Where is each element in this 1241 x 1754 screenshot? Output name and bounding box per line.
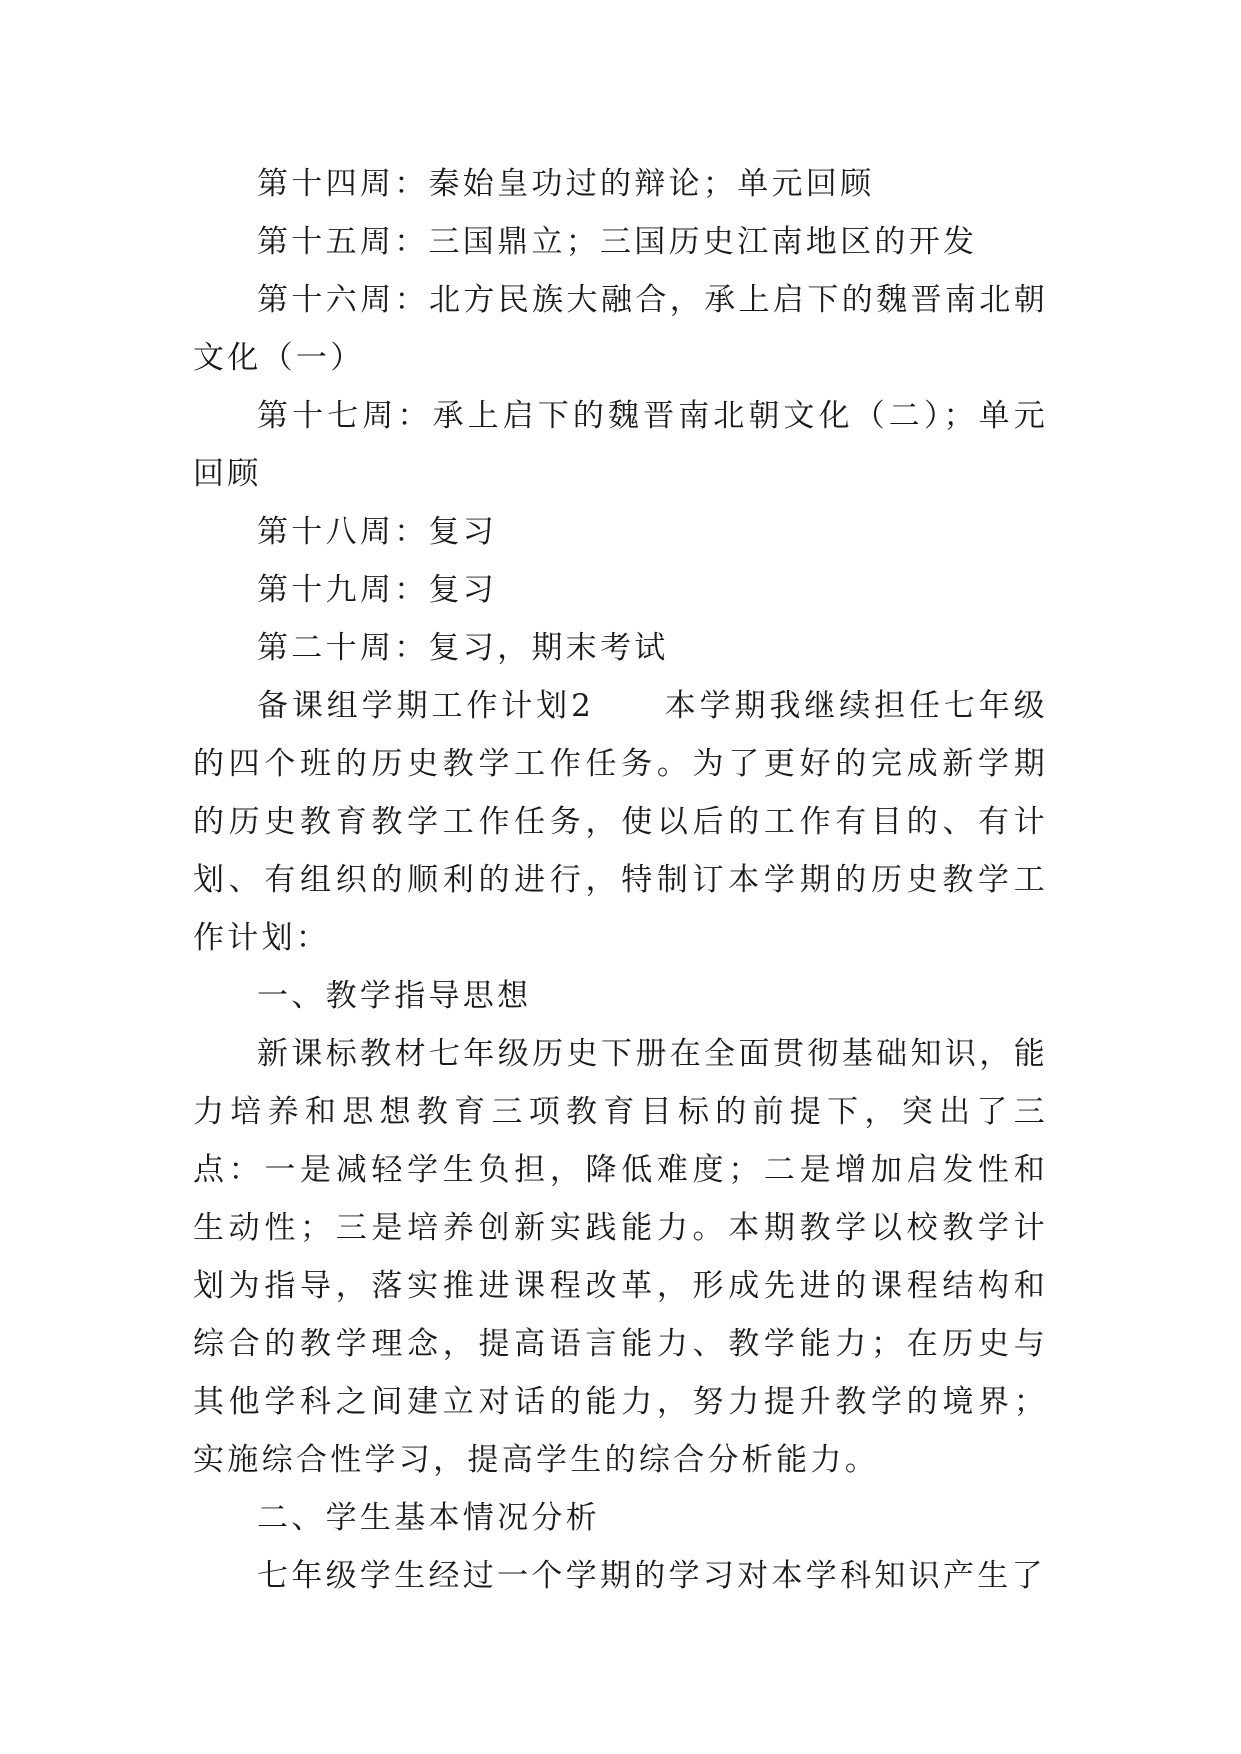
plan-2-intro-text: 本学期我继续担任七年级的四个班的历史教学工作任务。为了更好的完成新学期的历史教育教学工作任务，使以后的工作有目的、有计划、有组织的顺利的进行，特制订本学期的历史教学工作计划： xyxy=(193,688,1048,956)
plan-2-title: 备课组学期工作计划2 xyxy=(257,688,595,724)
week-19-line: 第十九周：复习 xyxy=(257,572,498,608)
section-heading-guiding-ideology: 一、教学指导思想 xyxy=(257,978,532,1014)
week-14-line: 第十四周：秦始皇功过的辩论；单元回顾 xyxy=(257,166,875,202)
week-15-line: 第十五周：三国鼎立；三国历史江南地区的开发 xyxy=(257,224,978,260)
week-17-line: 第十七周：承上启下的魏晋南北朝文化（二）；单元回顾 xyxy=(193,398,1048,492)
week-20-line: 第二十周：复习，期末考试 xyxy=(257,630,669,666)
section-heading-student-analysis: 二、学生基本情况分析 xyxy=(257,1500,600,1536)
student-analysis-paragraph: 七年级学生经过一个学期的学习对本学科知识产生了 xyxy=(257,1558,1046,1594)
week-18-line: 第十八周：复习 xyxy=(257,514,498,550)
week-16-line: 第十六周：北方民族大融合，承上启下的魏晋南北朝文化（一） xyxy=(193,282,1048,376)
plan-2-intro-paragraph xyxy=(193,677,1048,967)
document-body xyxy=(193,155,1048,1605)
guiding-ideology-paragraph: 新课标教材七年级历史下册在全面贯彻基础知识，能力培养和思想教育三项教育目标的前提下，突出了三点：一是减轻学生负担，降低难度；二是增加启发性和生动性；三是培养创新实践能力。本期教学以校教学计划为指导，落实推进课程改革，形成先进的课程结构和综合的教学理念，提高语言能力、教学能力；在历史与其他学科之间建立对话的能力，努力提升教学的境界；实施综合性学习，提高学生的综合分析能力。 xyxy=(193,1036,1048,1478)
